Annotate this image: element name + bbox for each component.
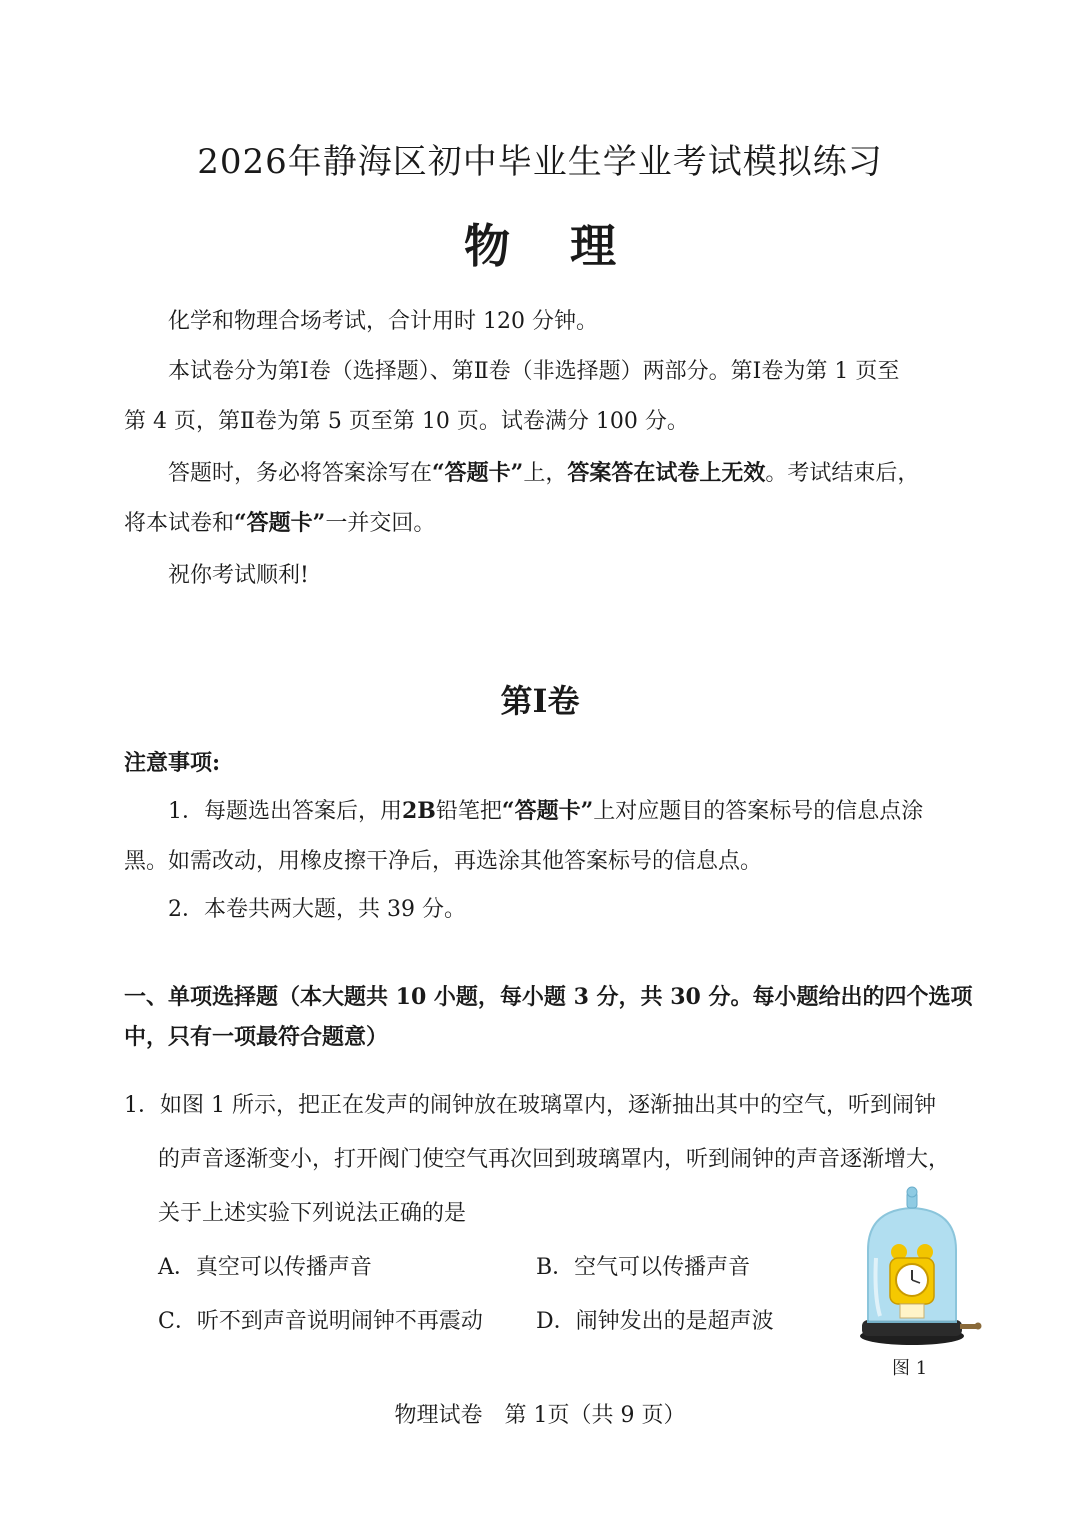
note-1-line-2: 黑。如需改动，用橡皮擦干净后，再选涂其他答案标号的信息点。 [124,849,763,874]
intro-line-4-part-a: 答题时，务必将答案涂写在 [168,461,433,486]
intro-line-4-answer-card: “答题卡” [432,460,524,486]
bell-jar-alarm-clock-figure [852,1186,986,1346]
section1-heading-line-1: 一、单项选择题（本大题共 10 小题，每小题 3 分，共 30 分。每小题给出的四个选项 [124,984,973,1010]
subject-title: 物理 [464,219,676,273]
option-a: A．真空可以传播声音 [158,1255,372,1280]
section1-heading-line-2: 中，只有一项最符合题意） [124,1024,389,1050]
intro-line-6: 祝你考试顺利! [168,563,309,588]
note-2: 2．本卷共两大题，共 39 分。 [168,897,466,922]
question1-line-2: 的声音逐渐变小，打开阀门使空气再次回到玻璃罩内，听到闹钟的声音逐渐增大， [158,1147,951,1172]
intro-line-5-answer-card: “答题卡” [234,510,326,536]
note-1-part-a: 1．每题选出答案后，用 [168,799,402,824]
intro-line-4-part-e: 。考试结束后， [765,461,920,486]
note-1-answer-card: “答题卡” [501,798,594,824]
option-d: D．闹钟发出的是超声波 [536,1309,774,1334]
question1-line-1: 1．如图 1 所示，把正在发声的闹钟放在玻璃罩内，逐渐抽出其中的空气，听到闹钟 [124,1093,936,1118]
part1-title: 第Ⅰ卷 [500,682,580,720]
intro-line-1: 化学和物理合场考试，合计用时 120 分钟。 [168,309,598,334]
intro-line-4-part-c: 上， [523,461,568,486]
intro-line-2: 本试卷分为第Ⅰ卷（选择题）、第Ⅱ卷（非选择题）两部分。第Ⅰ卷为第 1 页至 [168,359,900,384]
question1-line-3: 关于上述实验下列说法正确的是 [158,1201,467,1226]
figure-1-caption: 图 1 [892,1358,928,1379]
note-1-pencil: 2B [402,798,436,824]
intro-line-4 [168,456,919,487]
note-1-part-c: 铅笔把 [435,799,502,824]
intro-line-5-part-c: 一并交回。 [325,511,436,536]
intro-line-5-part-a: 将本试卷和 [124,511,235,536]
exam-title: 2026年静海区初中毕业生学业考试模拟练习 [197,142,883,182]
option-b: B．空气可以传播声音 [536,1255,751,1280]
notes-label: 注意事项: [124,750,221,776]
option-c: C．听不到声音说明闹钟不再震动 [158,1309,483,1334]
note-1 [168,794,923,825]
intro-line-4-invalid-note: 答案答在试卷上无效 [567,460,766,486]
note-1-part-e: 上对应题目的答案标号的信息点涂 [593,799,924,824]
intro-line-3: 第 4 页，第Ⅱ卷为第 5 页至第 10 页。试卷满分 100 分。 [124,409,689,434]
intro-line-5 [124,506,435,537]
page-footer: 物理试卷 第 1页（共 9 页） [394,1403,686,1428]
